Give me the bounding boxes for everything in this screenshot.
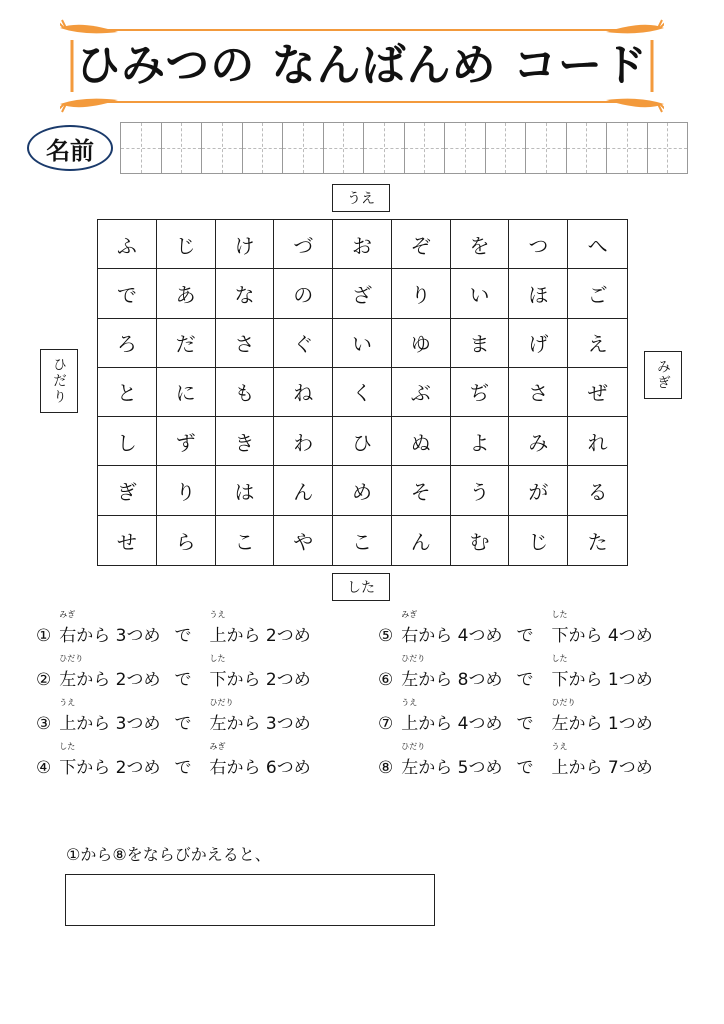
grid-cell: ひ: [333, 417, 392, 466]
grid-cell: く: [333, 368, 392, 417]
carrot-icon: [60, 99, 118, 112]
furigana: みぎ: [209, 742, 226, 751]
grid-cell: こ: [216, 516, 275, 565]
direction-left-label: ひだり: [40, 349, 78, 413]
name-cell[interactable]: [526, 123, 567, 173]
grid-cell: こ: [333, 516, 392, 565]
name-cell[interactable]: [324, 123, 365, 173]
clue-item: [36, 606, 311, 646]
direction-kanji: [551, 698, 576, 734]
grid-cell: ぬ: [392, 417, 451, 466]
grid-cell: を: [451, 220, 510, 269]
clue-number: ⑧: [378, 758, 394, 778]
furigana: した: [209, 654, 226, 663]
grid-cell: ぐ: [274, 319, 333, 368]
grid-cell: も: [216, 368, 275, 417]
grid-cell: じ: [509, 516, 568, 565]
clue-connector: で: [174, 670, 192, 690]
grid-cell: な: [216, 269, 275, 318]
name-writing-grid[interactable]: [120, 122, 688, 174]
kanji: 上: [59, 714, 77, 734]
grid-cell: け: [216, 220, 275, 269]
grid-cell: せ: [98, 516, 157, 565]
summary-instruction: ①から⑧をならびかえると、: [66, 845, 271, 864]
grid-cell: ろ: [98, 319, 157, 368]
kanji: 上: [551, 758, 569, 778]
kanji: 下: [551, 626, 569, 646]
grid-cell: ら: [157, 516, 216, 565]
grid-cell: れ: [568, 417, 627, 466]
kanji: 左: [209, 714, 227, 734]
clue-count: から 4つめ: [418, 714, 503, 734]
clue-connector: で: [516, 626, 534, 646]
clue-item: [378, 738, 653, 778]
grid-cell: み: [509, 417, 568, 466]
grid-cell: は: [216, 466, 275, 515]
page-title: ひみつの なんばんめ コード: [76, 40, 648, 91]
clue-count: から 1つめ: [568, 670, 653, 690]
clue-count: から 2つめ: [226, 670, 311, 690]
direction-kanji: [551, 654, 569, 690]
clue-count: から 2つめ: [76, 670, 161, 690]
grid-cell: ぜ: [568, 368, 627, 417]
grid-cell: ふ: [98, 220, 157, 269]
direction-right-label: みぎ: [644, 351, 682, 399]
kanji: 下: [551, 670, 569, 690]
direction-kanji: [401, 610, 419, 646]
name-cell[interactable]: [567, 123, 608, 173]
direction-kanji: [59, 654, 84, 690]
grid-cell: ま: [451, 319, 510, 368]
clue-count: から 6つめ: [226, 758, 311, 778]
direction-kanji: [209, 610, 227, 646]
answer-box[interactable]: [65, 874, 435, 926]
clue-count: から 3つめ: [76, 714, 161, 734]
clue-count: から 3つめ: [226, 714, 311, 734]
grid-cell: へ: [568, 220, 627, 269]
grid-cell: る: [568, 466, 627, 515]
grid-cell: ぎ: [98, 466, 157, 515]
furigana: した: [59, 742, 76, 751]
grid-cell: の: [274, 269, 333, 318]
clue-count: から 5つめ: [418, 758, 503, 778]
furigana: ひだり: [401, 742, 426, 751]
grid-cell: い: [333, 319, 392, 368]
clue-item: [36, 738, 311, 778]
direction-kanji: [209, 698, 234, 734]
grid-cell: で: [98, 269, 157, 318]
clue-count: から 3つめ: [76, 626, 161, 646]
name-cell[interactable]: [121, 123, 162, 173]
grid-cell: ぞ: [392, 220, 451, 269]
clue-number: ④: [36, 758, 52, 778]
carrot-icon: [606, 99, 664, 112]
direction-up-label: うえ: [332, 184, 390, 212]
clue-item: [378, 606, 653, 646]
direction-kanji: [401, 698, 419, 734]
grid-cell: ゆ: [392, 319, 451, 368]
grid-cell: り: [392, 269, 451, 318]
direction-kanji: [209, 742, 227, 778]
grid-cell: あ: [157, 269, 216, 318]
grid-cell: ほ: [509, 269, 568, 318]
grid-cell: さ: [216, 319, 275, 368]
grid-cell: よ: [451, 417, 510, 466]
direction-kanji: [209, 654, 227, 690]
clue-count: から 4つめ: [418, 626, 503, 646]
furigana: ひだり: [551, 698, 576, 707]
direction-kanji: [59, 698, 77, 734]
direction-kanji: [59, 610, 77, 646]
name-cell[interactable]: [202, 123, 243, 173]
clue-count: から 8つめ: [418, 670, 503, 690]
grid-cell: ね: [274, 368, 333, 417]
furigana: した: [551, 610, 568, 619]
clue-number: ①: [36, 626, 52, 646]
name-cell[interactable]: [364, 123, 405, 173]
name-cell[interactable]: [243, 123, 284, 173]
grid-cell: ず: [157, 417, 216, 466]
grid-cell: じ: [157, 220, 216, 269]
clue-number: ②: [36, 670, 52, 690]
carrot-icon: [606, 20, 664, 33]
clue-count: から 2つめ: [226, 626, 311, 646]
grid-cell: し: [98, 417, 157, 466]
clue-count: から 1つめ: [568, 714, 653, 734]
clue-number: ⑥: [378, 670, 394, 690]
clue-count: から 4つめ: [568, 626, 653, 646]
clue-number: ⑤: [378, 626, 394, 646]
grid-cell: り: [157, 466, 216, 515]
furigana: うえ: [59, 698, 76, 707]
kanji: 下: [209, 670, 227, 690]
kanji: 上: [401, 714, 419, 734]
kanji: 右: [209, 758, 227, 778]
clue-item: [36, 694, 311, 734]
name-cell[interactable]: [162, 123, 203, 173]
grid-cell: む: [451, 516, 510, 565]
clue-item: [378, 694, 653, 734]
grid-cell: ん: [392, 516, 451, 565]
grid-cell: き: [216, 417, 275, 466]
furigana: した: [551, 654, 568, 663]
direction-down-label: した: [332, 573, 390, 601]
grid-cell: さ: [509, 368, 568, 417]
furigana: ひだり: [209, 698, 234, 707]
furigana: うえ: [209, 610, 226, 619]
clue-connector: で: [174, 758, 192, 778]
direction-kanji: [401, 742, 426, 778]
grid-cell: ご: [568, 269, 627, 318]
furigana: みぎ: [59, 610, 76, 619]
clue-connector: で: [174, 714, 192, 734]
kanji: 下: [59, 758, 77, 778]
grid-cell: ざ: [333, 269, 392, 318]
kanji: 左: [401, 758, 419, 778]
grid-cell: と: [98, 368, 157, 417]
grid-cell: た: [587, 529, 608, 554]
kanji: 左: [551, 714, 569, 734]
kanji: 左: [59, 670, 77, 690]
furigana: ひだり: [401, 654, 426, 663]
name-cell[interactable]: [607, 123, 648, 173]
grid-cell: そ: [392, 466, 451, 515]
clue-item: [36, 650, 311, 690]
furigana: うえ: [401, 698, 418, 707]
direction-kanji: [551, 742, 569, 778]
name-cell[interactable]: [445, 123, 486, 173]
carrot-icon: [60, 20, 118, 33]
direction-kanji: [551, 610, 569, 646]
grid-cell: ぢ: [451, 368, 510, 417]
grid-cell: げ: [509, 319, 568, 368]
name-cell[interactable]: [283, 123, 324, 173]
name-cell[interactable]: [405, 123, 446, 173]
clue-connector: で: [516, 670, 534, 690]
clue-count: から 2つめ: [76, 758, 161, 778]
clue-number: ⑦: [378, 714, 394, 734]
kanji: 左: [401, 670, 419, 690]
name-cell[interactable]: [648, 123, 688, 173]
furigana: うえ: [551, 742, 568, 751]
grid-cell: が: [509, 466, 568, 515]
kanji: 上: [209, 626, 227, 646]
clue-count: から 7つめ: [568, 758, 653, 778]
grid-cell: ぶ: [392, 368, 451, 417]
direction-kanji: [59, 742, 77, 778]
name-label: 名前: [27, 125, 113, 171]
title-frame: [60, 18, 664, 114]
kanji: 右: [59, 626, 77, 646]
clue-item: [378, 650, 653, 690]
grid-cell: い: [451, 269, 510, 318]
grid-cell: わ: [274, 417, 333, 466]
clue-connector: で: [174, 626, 192, 646]
grid-cell: や: [274, 516, 333, 565]
clue-connector: で: [516, 758, 534, 778]
grid-cell: お: [333, 220, 392, 269]
grid-cell: に: [157, 368, 216, 417]
grid-cell: だ: [157, 319, 216, 368]
kanji: 右: [401, 626, 419, 646]
grid-cell: え: [568, 319, 627, 368]
furigana: みぎ: [401, 610, 418, 619]
furigana: ひだり: [59, 654, 84, 663]
grid-cell: つ: [509, 220, 568, 269]
clue-number: ③: [36, 714, 52, 734]
clue-connector: で: [516, 714, 534, 734]
grid-cell: ん: [274, 466, 333, 515]
grid-cell: う: [451, 466, 510, 515]
direction-kanji: [401, 654, 426, 690]
grid-cell: づ: [274, 220, 333, 269]
letter-grid: [97, 219, 628, 566]
grid-cell: め: [333, 466, 392, 515]
name-cell[interactable]: [486, 123, 527, 173]
